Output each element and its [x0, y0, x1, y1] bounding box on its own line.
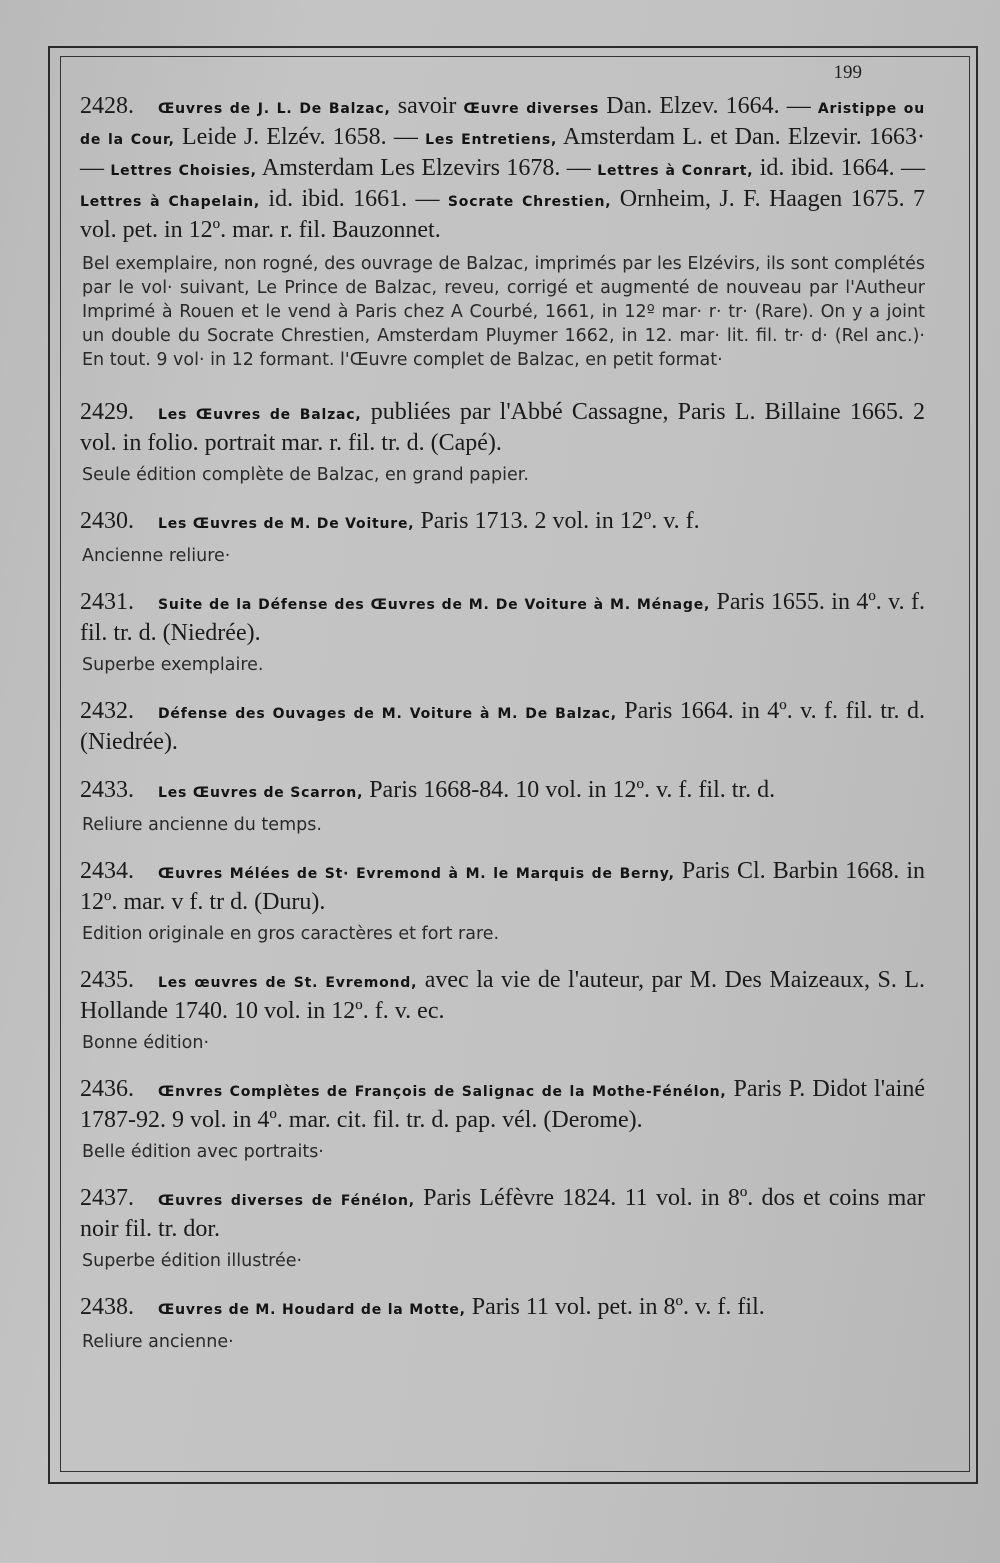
entry-note: Edition originale en gros caractères et fort rare. [82, 924, 500, 944]
entry-text [80, 507, 925, 538]
entry-note: Superbe édition illustrée· [82, 1251, 303, 1271]
entry-title: Aristippe ou de la Cour, [80, 101, 925, 148]
entry-note: Superbe exemplaire. [82, 655, 264, 675]
entry-detail: avec la vie de l'auteur, par M. Des Maizeaux, S. L. Hollande 1740. 10 vol. in 12º. f. v. ec. [80, 967, 925, 1024]
entry-text [80, 398, 925, 457]
entry-detail: id. ibid. 1664. — [753, 155, 925, 181]
entry-title: Œuvres Mélées de St· Evremond à M. le Marquis de Berny, [158, 866, 675, 882]
entry-text [80, 776, 925, 807]
entry-detail: publiées par l'Abbé Cassagne, Paris L. Billaine 1665. 2 vol. in folio. portrait mar. r. fil. tr. d. (Capé). [80, 399, 925, 456]
entry-detail: Dan. Elzev. 1664. — [599, 93, 818, 119]
entry-note: Reliure ancienne du temps. [82, 815, 322, 835]
entry-number: 2435. [80, 967, 134, 993]
entry-text [80, 697, 925, 756]
entry-detail: Leide J. Elzév. 1658. — [174, 124, 426, 150]
catalog-entry [80, 776, 925, 837]
entry-number: 2430. [80, 508, 134, 534]
entry-text [80, 857, 925, 916]
entry-title: Les Œuvres de M. De Voiture, [158, 516, 415, 532]
entry-number: 2434. [80, 858, 134, 884]
entry-title: Défense des Ouvages de M. Voiture à M. De Balzac, [158, 706, 617, 722]
entry-title: Œuvres diverses de Fénélon, [158, 1193, 415, 1209]
entry-text [80, 1293, 925, 1324]
entry-detail: Amsterdam L. et Dan. Elzevir. 1663· — [80, 124, 925, 181]
entry-title: Les œuvres de St. Evremond, [158, 975, 418, 991]
catalog-entry [80, 92, 925, 372]
entry-note: Bonne édition· [82, 1033, 210, 1053]
catalog-entry [80, 697, 925, 756]
entry-note: Bel exemplaire, non rogné, des ouvrage de Balzac, imprimés par les Elzévirs, ils sont complétés par le vol· suivant, Le Prince de Balzac, reveu, corrigé et augmenté de nouveau par l'Autheur Imprimé à Rouen et le vend à Paris chez A Courbé, 1661, in 12º mar· r· tr· (Rare). On y a joint un double du Socrate Chrestien, Amsterdam Pluymer 1662, in 12. mar· lit. fil. tr· d· (Rel anc.)· En tout. 9 vol· in 12 formant. l'Œuvre complet de Balzac, en petit format· [82, 254, 925, 370]
catalog-entry [80, 966, 925, 1055]
catalog-entry [80, 857, 925, 946]
entry-text [80, 1184, 925, 1243]
entry-detail: Paris Léfèvre 1824. 11 vol. in 8º. dos et coins mar noir fil. tr. dor. [80, 1185, 925, 1242]
entry-detail: Paris Cl. Barbin 1668. in 12º. mar. v f. tr d. (Duru). [80, 858, 925, 915]
entry-detail: Ornheim, J. F. Haagen 1675. 7 vol. pet. in 12º. mar. r. fil. Bauzonnet. [80, 186, 925, 243]
entry-title: Lettres Choisies, [110, 163, 257, 179]
entry-detail: Paris 1664. in 4º. v. f. fil. tr. d. (Niedrée). [80, 698, 925, 755]
catalog-entry [80, 507, 925, 568]
catalog-entry [80, 1184, 925, 1273]
entry-title: Œuvre diverses [463, 101, 600, 117]
entry-detail: Paris 1655. in 4º. v. f. fil. tr. d. (Niedrée). [80, 589, 925, 646]
entry-number: 2433. [80, 777, 134, 803]
entry-title: Lettres à Chapelain, [80, 194, 261, 210]
catalog-entry [80, 588, 925, 677]
entry-detail: Paris 11 vol. pet. in 8º. v. f. fil. [465, 1294, 765, 1320]
catalog-entry [80, 398, 925, 487]
entry-text [80, 92, 925, 244]
entry-title: Les Œuvres de Scarron, [158, 785, 364, 801]
entry-number: 2432. [80, 698, 134, 724]
entry-note: Reliure ancienne· [82, 1332, 234, 1352]
entry-number: 2437. [80, 1185, 134, 1211]
entry-text [80, 588, 925, 647]
entry-detail: Paris 1668-84. 10 vol. in 12º. v. f. fil. tr. d. [363, 777, 776, 803]
entry-text [80, 966, 925, 1025]
entry-detail: Paris 1713. 2 vol. in 12º. v. f. [414, 508, 700, 534]
entry-number: 2436. [80, 1076, 134, 1102]
entry-title: Œuvres de M. Houdard de la Motte, [158, 1302, 466, 1318]
entry-title: Les Œuvres de Balzac, [158, 407, 362, 423]
entry-number: 2431. [80, 589, 134, 615]
entry-note: Ancienne reliure· [82, 546, 231, 566]
entry-number: 2429. [80, 399, 134, 425]
entry-title: Les Entretiens, [425, 132, 558, 148]
catalog-entry [80, 1075, 925, 1164]
catalog-entry [80, 1293, 925, 1354]
entry-note: Belle édition avec portraits· [82, 1142, 324, 1162]
entry-detail: savoir [390, 93, 464, 119]
entry-note: Seule édition complète de Balzac, en grand papier. [82, 465, 529, 485]
entry-detail: Paris P. Didot l'ainé 1787-92. 9 vol. in 4º. mar. cit. fil. tr. d. pap. vél. (Derome). [80, 1076, 925, 1133]
entry-number: 2428. [80, 93, 134, 119]
entry-detail: Amsterdam Les Elzevirs 1678. — [256, 155, 598, 181]
entry-text [80, 1075, 925, 1134]
entry-title: Socrate Chrestien, [447, 194, 612, 210]
entry-detail: id. ibid. 1661. — [260, 186, 448, 212]
entry-title: Suite de la Défense des Œuvres de M. De Voiture à M. Ménage, [158, 597, 711, 613]
entry-title: Œuvres de J. L. De Balzac, [158, 101, 391, 117]
entry-title: Œnvres Complètes de François de Salignac de la Mothe-Fénélon, [158, 1084, 727, 1100]
entry-number: 2438. [80, 1294, 134, 1320]
page-number: 199 [833, 62, 862, 83]
catalog-entries [80, 92, 925, 1374]
entry-title: Lettres à Conrart, [597, 163, 754, 179]
